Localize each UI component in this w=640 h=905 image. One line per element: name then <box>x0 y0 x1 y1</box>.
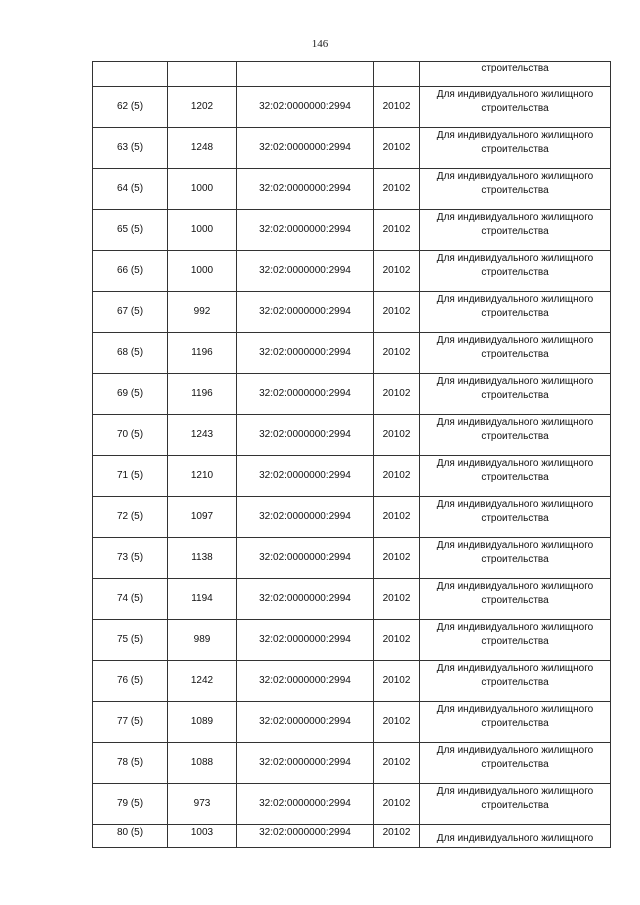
cell-area: 1248 <box>168 128 237 169</box>
cell-num: 71 (5) <box>93 456 168 497</box>
purpose-text: Для индивидуального жилищного строительства <box>436 376 594 401</box>
cell-area: 1000 <box>168 210 237 251</box>
table-row <box>93 743 611 784</box>
cell-cadastral: 32:02:0000000:2994 <box>237 292 374 333</box>
purpose-text: Для индивидуального жилищного строительства <box>436 581 594 606</box>
cell-num: 66 (5) <box>93 251 168 292</box>
purpose-text: Для индивидуального жилищного строительства <box>436 745 594 770</box>
cell-code: 20102 <box>374 87 420 128</box>
cell-num: 77 (5) <box>93 702 168 743</box>
cell-purpose <box>420 497 611 538</box>
purpose-text: Для индивидуального жилищного строительства <box>436 704 594 729</box>
table-row <box>93 128 611 169</box>
cell-purpose <box>420 87 611 128</box>
purpose-text: Для индивидуального жилищного строительства <box>436 171 594 196</box>
cell-num: 78 (5) <box>93 743 168 784</box>
cell-code: 20102 <box>374 415 420 456</box>
table-row <box>93 210 611 251</box>
table-body <box>93 62 611 848</box>
cell-cadastral: 32:02:0000000:2994 <box>237 620 374 661</box>
cell-cadastral: 32:02:0000000:2994 <box>237 333 374 374</box>
cell-purpose <box>420 579 611 620</box>
cell-num: 75 (5) <box>93 620 168 661</box>
table-row <box>93 784 611 825</box>
purpose-text: Для индивидуального жилищного строительства <box>436 212 594 237</box>
cell-code: 20102 <box>374 702 420 743</box>
cell-num: 72 (5) <box>93 497 168 538</box>
table-row <box>93 415 611 456</box>
cell-cadastral: 32:02:0000000:2994 <box>237 579 374 620</box>
cell-cadastral: 32:02:0000000:2994 <box>237 825 374 848</box>
cell-cadastral: 32:02:0000000:2994 <box>237 87 374 128</box>
purpose-text: Для индивидуального жилищного строительства <box>436 663 594 688</box>
cell-purpose <box>420 251 611 292</box>
cell-cadastral: 32:02:0000000:2994 <box>237 251 374 292</box>
cell-purpose <box>420 333 611 374</box>
cell-purpose <box>420 374 611 415</box>
purpose-text: Для индивидуального жилищного строительства <box>436 786 594 811</box>
table-row <box>93 374 611 415</box>
cell-num: 68 (5) <box>93 333 168 374</box>
cell-area: 1202 <box>168 87 237 128</box>
cell-cadastral: 32:02:0000000:2994 <box>237 661 374 702</box>
cell-area: 989 <box>168 620 237 661</box>
table-row <box>93 456 611 497</box>
cell-area: 1194 <box>168 579 237 620</box>
cell-cadastral: 32:02:0000000:2994 <box>237 374 374 415</box>
cell-code: 20102 <box>374 128 420 169</box>
cell-cadastral: 32:02:0000000:2994 <box>237 743 374 784</box>
cell-cadastral: 32:02:0000000:2994 <box>237 784 374 825</box>
cell-area: 1196 <box>168 374 237 415</box>
cell-code: 20102 <box>374 456 420 497</box>
cell-code: 20102 <box>374 497 420 538</box>
cell-num: 76 (5) <box>93 661 168 702</box>
cell-purpose <box>420 456 611 497</box>
cell-area: 1210 <box>168 456 237 497</box>
cell-cadastral: 32:02:0000000:2994 <box>237 415 374 456</box>
land-plots-table <box>92 61 611 848</box>
cell-area: 1097 <box>168 497 237 538</box>
table-row <box>93 538 611 579</box>
cell-area: 1196 <box>168 333 237 374</box>
table-row-continuation <box>93 62 611 87</box>
cell-code: 20102 <box>374 743 420 784</box>
cell-num: 64 (5) <box>93 169 168 210</box>
cell-code: 20102 <box>374 538 420 579</box>
cell-num: 73 (5) <box>93 538 168 579</box>
purpose-text: Для индивидуального жилищного строительства <box>436 130 594 155</box>
cell-num: 69 (5) <box>93 374 168 415</box>
cell-cadastral: 32:02:0000000:2994 <box>237 210 374 251</box>
cell-code: 20102 <box>374 620 420 661</box>
cell-code: 20102 <box>374 784 420 825</box>
table-row <box>93 333 611 374</box>
cell-code: 20102 <box>374 374 420 415</box>
cell-code: 20102 <box>374 333 420 374</box>
cell-purpose <box>420 825 611 848</box>
cell-cadastral: 32:02:0000000:2994 <box>237 169 374 210</box>
cell-purpose <box>420 538 611 579</box>
purpose-text: Для индивидуального жилищного строительства <box>436 335 594 360</box>
table-row <box>93 251 611 292</box>
cell-purpose <box>420 661 611 702</box>
cell-area: 1000 <box>168 169 237 210</box>
cell-area: 1089 <box>168 702 237 743</box>
cell-purpose <box>420 169 611 210</box>
cell-cadastral: 32:02:0000000:2994 <box>237 456 374 497</box>
cell-num: 70 (5) <box>93 415 168 456</box>
cell-area <box>168 62 237 87</box>
cell-num: 67 (5) <box>93 292 168 333</box>
cell-num: 62 (5) <box>93 87 168 128</box>
cell-num: 74 (5) <box>93 579 168 620</box>
table-row <box>93 702 611 743</box>
cell-num: 63 (5) <box>93 128 168 169</box>
cell-purpose <box>420 415 611 456</box>
cell-code: 20102 <box>374 661 420 702</box>
cell-area: 973 <box>168 784 237 825</box>
cell-code: 20102 <box>374 210 420 251</box>
table-row <box>93 169 611 210</box>
table-row <box>93 87 611 128</box>
cell-code: 20102 <box>374 292 420 333</box>
page-number: 146 <box>311 38 329 50</box>
cell-purpose: строительства <box>420 62 611 87</box>
cell-num: 65 (5) <box>93 210 168 251</box>
cell-cadastral <box>237 62 374 87</box>
cell-purpose <box>420 702 611 743</box>
cell-num <box>93 62 168 87</box>
purpose-text: Для индивидуального жилищного строительства <box>436 622 594 647</box>
cell-code: 20102 <box>374 169 420 210</box>
cell-area: 1088 <box>168 743 237 784</box>
cell-area: 992 <box>168 292 237 333</box>
cell-purpose <box>420 784 611 825</box>
purpose-text: Для индивидуального жилищного строительства <box>436 294 594 319</box>
purpose-text: Для индивидуального жилищного строительства <box>436 417 594 442</box>
table-row <box>93 579 611 620</box>
cell-purpose <box>420 292 611 333</box>
cell-area: 1243 <box>168 415 237 456</box>
table-row <box>93 825 611 848</box>
purpose-text: Для индивидуального жилищного строительства <box>436 540 594 565</box>
cell-code <box>374 62 420 87</box>
table-row <box>93 620 611 661</box>
cell-purpose <box>420 620 611 661</box>
cell-code: 20102 <box>374 579 420 620</box>
purpose-text: Для индивидуального жилищного строительства <box>436 458 594 483</box>
cell-area: 1242 <box>168 661 237 702</box>
cell-area: 1000 <box>168 251 237 292</box>
table-row <box>93 661 611 702</box>
table-row <box>93 292 611 333</box>
purpose-text: Для индивидуального жилищного <box>436 833 594 844</box>
cell-code: 20102 <box>374 825 420 848</box>
purpose-text: Для индивидуального жилищного строительства <box>436 253 594 278</box>
cell-code: 20102 <box>374 251 420 292</box>
cell-cadastral: 32:02:0000000:2994 <box>237 128 374 169</box>
cell-num: 80 (5) <box>93 825 168 848</box>
cell-area: 1138 <box>168 538 237 579</box>
purpose-text: Для индивидуального жилищного строительства <box>436 89 594 114</box>
cell-purpose <box>420 128 611 169</box>
cell-cadastral: 32:02:0000000:2994 <box>237 702 374 743</box>
cell-cadastral: 32:02:0000000:2994 <box>237 497 374 538</box>
table-row <box>93 497 611 538</box>
purpose-text: Для индивидуального жилищного строительства <box>436 499 594 524</box>
cell-purpose <box>420 743 611 784</box>
cell-cadastral: 32:02:0000000:2994 <box>237 538 374 579</box>
cell-purpose <box>420 210 611 251</box>
cell-area: 1003 <box>168 825 237 848</box>
cell-num: 79 (5) <box>93 784 168 825</box>
